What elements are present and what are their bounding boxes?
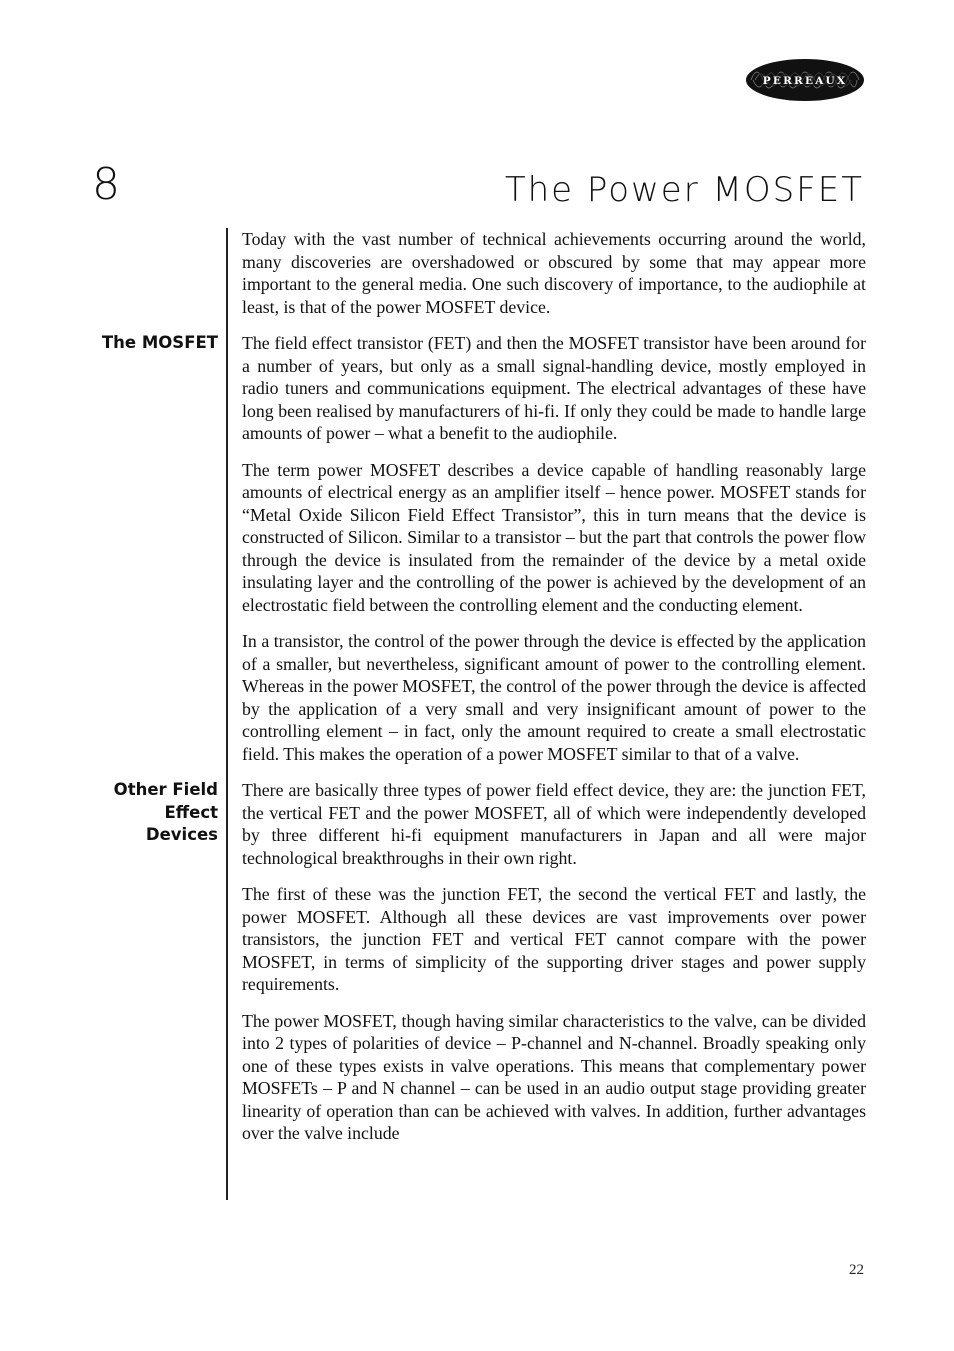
paragraph: The field effect transistor (FET) and then the MOSFET transistor have been around for a number of years, but only as a small signal-handling device, mostly employed in radio tuners and communications equipment. The electrical advantages of these have long been realised by manufacturers of hi-fi. If only they could be made to handle large amounts of power – what a benefit to the audiophile. <box>242 333 866 443</box>
paragraph: There are basically three types of power field effect device, they are: the junction FET, the vertical FET and the power MOSFET, all of which were independently developed by three different hi-fi equipment manufacturers in Japan and all were major technological breakthroughs in their own right. <box>242 780 866 868</box>
page-number: 22 <box>849 1262 864 1278</box>
section-label-other-field-effect: Other Field Effect Devices <box>113 780 218 844</box>
other-field-effect-section <box>113 779 868 1145</box>
logo-text: PERREAUX <box>762 75 848 87</box>
main-content <box>101 228 868 1200</box>
mosfet-section <box>101 332 868 765</box>
paragraph: In a transistor, the control of the power through the device is effected by the application of a smaller, but nevertheless, significant amount of power to the controlling element. Whereas in the power MOSFET, the control of the power through the device is affected by the application of a very small and very insignificant amount of power to the controlling element – in fact, only the amount required to create a small electrostatic field. This makes the operation of a power MOSFET similar to that of a valve. <box>242 631 866 764</box>
section-label-mosfet: The MOSFET <box>101 333 218 352</box>
paragraph: The first of these was the junction FET, the second the vertical FET and lastly, the power MOSFET. Although all these devices are vast improvements over power transistors, the junction FET and vertical FET cannot compare with the power MOSFET, in terms of simplicity of the supporting driver stages and power supply requirements. <box>242 884 866 994</box>
chapter-title: The Power MOSFET <box>504 170 864 210</box>
paragraph: The power MOSFET, though having similar characteristics to the valve, can be divided into 2 types of polarities of device – P-channel and N-channel. Broadly speaking only one of these types exists in valve operations. This means that complementary power MOSFETs – P and N channel – can be used in an audio output stage providing greater linearity of operation than can be achieved with valves. In addition, further advantages over the valve include <box>242 1010 866 1143</box>
perreaux-logo <box>745 58 865 102</box>
paragraph: Today with the vast number of technical achievements occurring around the world, many discoveries are overshadowed or obscured by some that may appear more important to the general media. One such discovery of importance, to the audiophile at least, is that of the power MOSFET device. <box>242 229 866 317</box>
chapter-number: 8 <box>92 159 121 210</box>
paragraph: The term power MOSFET describes a device capable of handling reasonably large amounts of electrical energy as an amplifier itself – hence power. MOSFET stands for “Metal Oxide Silicon Field Effect Transistor”, this in turn means that the device is constructed of Silicon. Similar to a transistor – but the part that controls the power flow through the device is insulated from the remainder of the device by a metal oxide insulating layer and the controlling of the power is achieved by the development of an electrostatic field between the controlling element and the conducting element. <box>242 459 866 615</box>
intro-section <box>228 228 868 318</box>
